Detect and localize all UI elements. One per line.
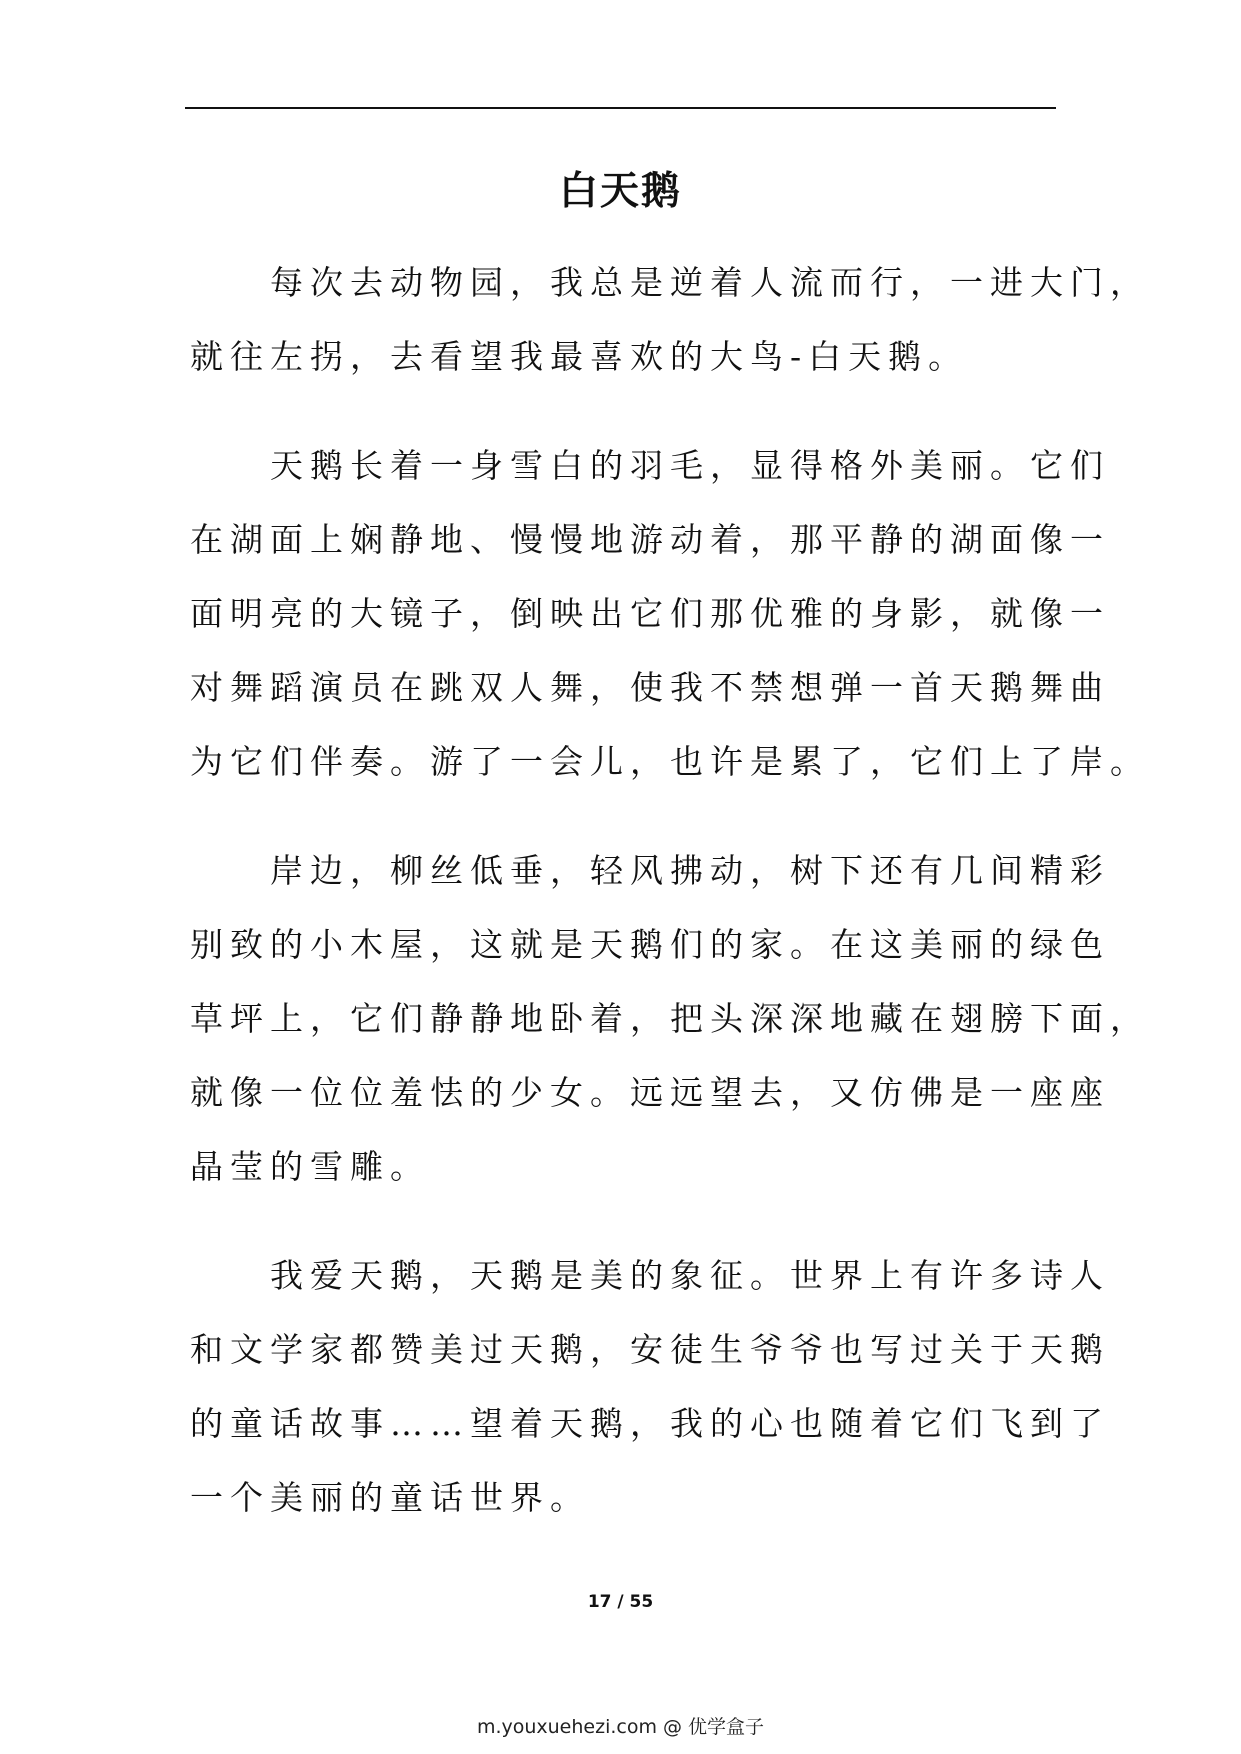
text-line: 就像一位位羞怯的少女。远远望去，又仿佛是一座座	[190, 1073, 1110, 1112]
paragraph-3	[190, 834, 1150, 1204]
text-line: 我爱天鹅，天鹅是美的象征。世界上有许多诗人	[270, 1256, 1110, 1295]
text-line: 晶莹的雪雕。	[190, 1147, 430, 1186]
text-line: 一个美丽的童话世界。	[190, 1478, 590, 1517]
paragraph-1	[190, 246, 1150, 394]
text-line: 天鹅长着一身雪白的羽毛，显得格外美丽。它们	[270, 446, 1110, 485]
text-line: 在湖面上娴静地、慢慢地游动着，那平静的湖面像一	[190, 520, 1110, 559]
text-line: 为它们伴奏。游了一会儿，也许是累了，它们上了岸。	[190, 742, 1150, 781]
text-line: 岸边，柳丝低垂，轻风拂动，树下还有几间精彩	[270, 851, 1110, 890]
text-line: 草坪上，它们静静地卧着，把头深深地藏在翅膀下面，	[190, 999, 1150, 1038]
footer-watermark: m.youxuehezi.com @ 优学盒子	[476, 1716, 765, 1738]
text-line: 和文学家都赞美过天鹅，安徒生爷爷也写过关于天鹅	[190, 1330, 1110, 1369]
paragraph-4	[190, 1239, 1110, 1535]
document-title: 白天鹅	[558, 169, 682, 214]
document-body	[190, 246, 1150, 1570]
text-line: 的童话故事……望着天鹅，我的心也随着它们飞到了	[190, 1404, 1110, 1443]
paragraph-2	[190, 429, 1150, 799]
header-rule	[185, 107, 1056, 109]
page-number: 17 / 55	[587, 1592, 654, 1612]
text-line: 对舞蹈演员在跳双人舞，使我不禁想弹一首天鹅舞曲	[190, 668, 1110, 707]
text-line: 每次去动物园，我总是逆着人流而行，一进大门，	[270, 263, 1150, 302]
text-line: 就往左拐，去看望我最喜欢的大鸟-白天鹅。	[190, 337, 969, 376]
text-line: 面明亮的大镜子，倒映出它们那优雅的身影，就像一	[190, 594, 1110, 633]
text-line: 别致的小木屋，这就是天鹅们的家。在这美丽的绿色	[190, 925, 1110, 964]
